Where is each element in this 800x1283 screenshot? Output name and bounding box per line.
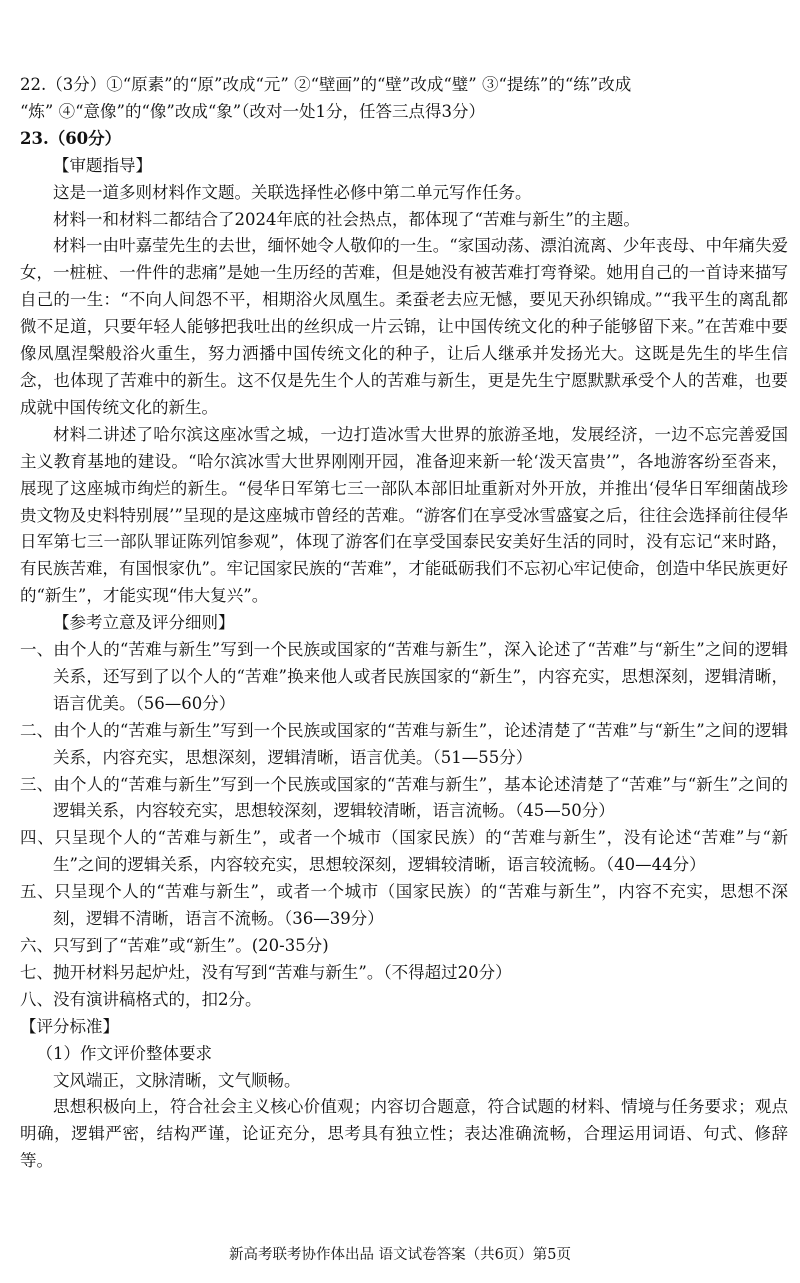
guide-title: 【审题指导】 [53,155,152,175]
score-level-6: 六、只写到了“苦难”或“新生”。(20-35分) [20,936,329,955]
q23-header: 23.（60分） [20,128,122,148]
reference-title: 【参考立意及评分细则】 [53,613,235,633]
standard-paragraph-1: 文风端正，文脉清晰，文气顺畅。 [53,1070,301,1090]
guide-paragraph-4: 材料二讲述了哈尔滨这座冰雪之城，一边打造冰雪大世界的旅游圣地，发展经济，一边不忘完善爱国主义教育基地的建设。“哈尔滨冰雪大世界刚刚开园，准备迎来新一轮‘泼天富贵’”，各地游客纷至沓来，展现了这座城市绚烂的新生。“侵华日军第七三一部队本部旧址重新对外开放，并推出‘侵华日军细菌战珍贵文物及史料特别展’”呈现的是这座城市曾经的苦难。“游客们在享受冰雪盛宴之后，往往会选择前往侵华日军第七三一部队罪证陈列馆参观”，体现了游客们在享受国泰民安美好生活的同时，没有忘记“来时路，有民族苦难，有国恨家仇”。牢记国家民族的“苦难”，才能砥砺我们不忘初心牢记使命，创造中华民族更好的“新生”，才能实现“伟大复兴”。 [20,424,788,606]
score-level-5: 五、只呈现个人的“苦难与新生”，或者一个城市（国家民族）的“苦难与新生”，内容不充实，思想不深刻，逻辑不清晰，语言不流畅。（36—39分） [20,882,788,929]
score-level-7: 七、抛开材料另起炉灶，没有写到“苦难与新生”。（不得超过20分） [20,962,512,982]
page-footer: 新高考联考协作体出品 语文试卷答案（共6页）第5页 [228,1247,572,1263]
score-level-4: 四、只呈现个人的“苦难与新生”，或者一个城市（国家民族）的“苦难与新生”，没有论述“苦难”与“新生”之间的逻辑关系，内容较充实，思想较深刻，逻辑较清晰，语言较流畅。（40—44分） [20,828,788,875]
q22-line1: 22.（3分）①“原素”的“原”改成“元” ②“壁画”的“壁”改成“璧” ③“提练”的“练”改成 [20,75,632,94]
standard-title: 【评分标准】 [20,1016,119,1036]
q22-line2: “炼” ④“意像”的“像”改成“象”（改对一处1分，任答三点得3分） [20,101,485,121]
guide-paragraph-2: 材料一和材料二都结合了2024年底的社会热点，都体现了“苦难与新生”的主题。 [53,209,640,229]
guide-paragraph-3: 材料一由叶嘉莹先生的去世，缅怀她令人敬仰的一生。“家国动荡、漂泊流离、少年丧母、中年痛失爱女，一桩桩、一件件的悲痛”是她一生历经的苦难，但是她没有被苦难打弯脊梁。她用自己的一首诗来描写自己的一生：“不向人间怨不平，相期浴火凤凰生。柔蚕老去应无憾，要见天孙织锦成。”“我平生的离乱都微不足道，只要年轻人能够把我吐出的丝织成一片云锦，让中国传统文化的种子能够留下来。”在苦难中要像凤凰涅槃般浴火重生，努力洒播中国传统文化的种子，让后人继承并发扬光大。这既是先生的毕生信念，也体现了苦难中的新生。这不仅是先生个人的苦难与新生，更是先生宁愿默默承受个人的苦难，也要成就中国传统文化的新生。 [20,236,788,417]
guide-paragraph-1: 这是一道多则材料作文题。关联选择性必修中第二单元写作任务。 [53,182,532,202]
score-level-2: 二、由个人的“苦难与新生”写到一个民族或国家的“苦难与新生”，论述清楚了“苦难”与“新生”之间的逻辑关系，内容充实，思想深刻，逻辑清晰，语言优美。（51—55分） [20,720,788,767]
standard-paragraph-2: 思想积极向上，符合社会主义核心价值观；内容切合题意，符合试题的材料、情境与任务要求；观点明确，逻辑严密，结构严谨，论证充分，思考具有独立性；表达准确流畅，合理运用词语、句式、修辞等。 [20,1097,788,1171]
score-level-1: 一、由个人的“苦难与新生”写到一个民族或国家的“苦难与新生”，深入论述了“苦难”与“新生”之间的逻辑关系，还写到了以个人的“苦难”换来他人或者民族国家的“新生”，内容充实，思想深刻，逻辑清晰，语言优美。（56—60分） [20,640,788,713]
answer-page [20,72,788,1175]
standard-subtitle: （1）作文评价整体要求 [36,1043,212,1063]
score-level-8: 八、没有演讲稿格式的，扣2分。 [20,989,262,1009]
score-level-3: 三、由个人的“苦难与新生”写到一个民族或国家的“苦难与新生”，基本论述清楚了“苦难”与“新生”之间的逻辑关系，内容较充实，思想较深刻，逻辑较清晰，语言流畅。（45—50分） [20,774,788,821]
